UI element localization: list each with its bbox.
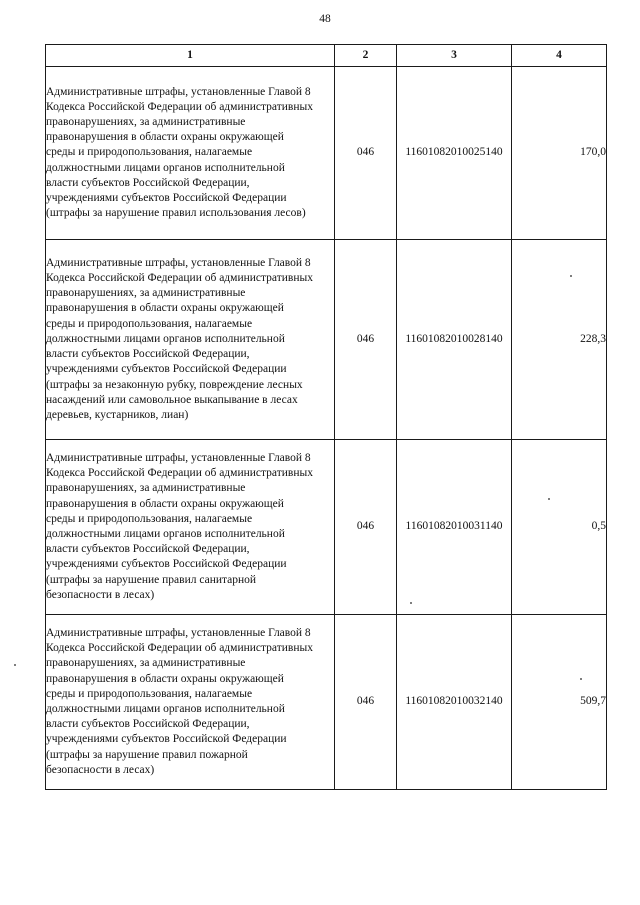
description-line: Кодекса Российской Федерации об административных	[46, 272, 313, 285]
description-line: (штрафы за нарушение правил пожарной	[46, 748, 248, 761]
description-line: Кодекса Российской Федерации об административных	[46, 642, 313, 655]
table-row	[46, 440, 607, 615]
description-line: должностными лицами органов исполнительной	[46, 161, 285, 174]
amount-cell: 170,0	[512, 67, 607, 240]
description-line: должностными лицами органов исполнительной	[46, 703, 285, 715]
description-line: безопасности в лесах)	[46, 763, 155, 776]
description-line: Административные штрафы, установленные Главой 8	[46, 451, 311, 464]
kbk-code-cell: 11601082010025140	[397, 67, 512, 240]
description-line: власти субъектов Российской Федерации,	[46, 543, 250, 556]
description-line: Кодекса Российской Федерации об административных	[46, 467, 313, 480]
description-line: (штрафы за нарушение правил использования лесов)	[46, 207, 306, 220]
description-line: среды и природопользования, налагаемые	[46, 687, 253, 700]
page-number: 48	[319, 13, 331, 25]
column-header-1: 1	[46, 45, 335, 67]
table-row	[46, 615, 607, 790]
table-row	[46, 67, 607, 240]
row-description	[46, 440, 335, 615]
description-line: правонарушения в области охраны окружающей	[46, 497, 284, 510]
description-line: правонарушениях, за административные	[46, 657, 246, 670]
row-description	[46, 67, 335, 240]
description-line: правонарушения в области охраны окружающей	[46, 131, 284, 144]
description-line: (штрафы за незаконную рубку, повреждение лесных	[46, 378, 303, 391]
description-line: учреждениями субъектов Российской Федерации	[46, 733, 287, 746]
description-line: учреждениями субъектов Российской Федерации	[46, 192, 287, 204]
description-line: среды и природопользования, налагаемые	[46, 146, 253, 159]
scan-speck	[548, 498, 550, 500]
description-line: Административные штрафы, установленные Главой 8	[46, 85, 311, 98]
amount-cell: 509,7	[512, 615, 607, 790]
description-line: власти субъектов Российской Федерации,	[46, 718, 250, 731]
description-line: правонарушениях, за административные	[46, 482, 246, 495]
column-header-2: 2	[335, 45, 397, 67]
amount-cell: 0,5	[512, 440, 607, 615]
amount-cell: 228,3	[512, 240, 607, 440]
table-header-row	[46, 45, 607, 67]
admin-code-cell: 046	[335, 440, 397, 615]
kbk-code-cell: 11601082010031140	[397, 440, 512, 615]
kbk-code-cell: 11601082010028140	[397, 240, 512, 440]
description-line: деревьев, кустарников, лиан)	[46, 408, 189, 421]
description-line: учреждениями субъектов Российской Федерации	[46, 558, 287, 571]
table-row	[46, 240, 607, 440]
column-header-3: 3	[397, 45, 512, 67]
description-line: безопасности в лесах)	[46, 588, 155, 601]
description-line: должностными лицами органов исполнительной	[46, 528, 285, 540]
description-line: правонарушениях, за административные	[46, 287, 246, 300]
description-line: учреждениями субъектов Российской Федерации	[46, 363, 287, 376]
scan-speck	[410, 602, 412, 604]
description-line: Кодекса Российской Федерации об административных	[46, 100, 313, 113]
admin-code-cell: 046	[335, 615, 397, 790]
row-description	[46, 240, 335, 440]
kbk-code-cell: 11601082010032140	[397, 615, 512, 790]
scan-speck	[570, 275, 572, 277]
admin-code-cell: 046	[335, 67, 397, 240]
description-line: правонарушения в области охраны окружающей	[46, 302, 284, 315]
description-line: правонарушения в области охраны окружающей	[46, 672, 284, 685]
description-line: должностными лицами органов исполнительной	[46, 332, 285, 345]
admin-code-cell: 046	[335, 240, 397, 440]
scan-speck	[14, 664, 16, 666]
description-line: (штрафы за нарушение правил санитарной	[46, 573, 257, 586]
description-line: среды и природопользования, налагаемые	[46, 317, 253, 330]
budget-revenue-table	[45, 44, 607, 790]
description-line: Административные штрафы, установленные Главой 8	[46, 626, 311, 639]
description-line: правонарушениях, за административные	[46, 115, 246, 128]
column-header-4: 4	[512, 45, 607, 67]
description-line: власти субъектов Российской Федерации,	[46, 348, 250, 361]
description-line: власти субъектов Российской Федерации,	[46, 176, 250, 189]
description-line: Административные штрафы, установленные Главой 8	[46, 256, 311, 269]
scan-speck	[580, 678, 582, 680]
description-line: насаждений или самовольное выкапывание в лесах	[46, 393, 298, 406]
row-description	[46, 615, 335, 790]
description-line: среды и природопользования, налагаемые	[46, 512, 253, 525]
